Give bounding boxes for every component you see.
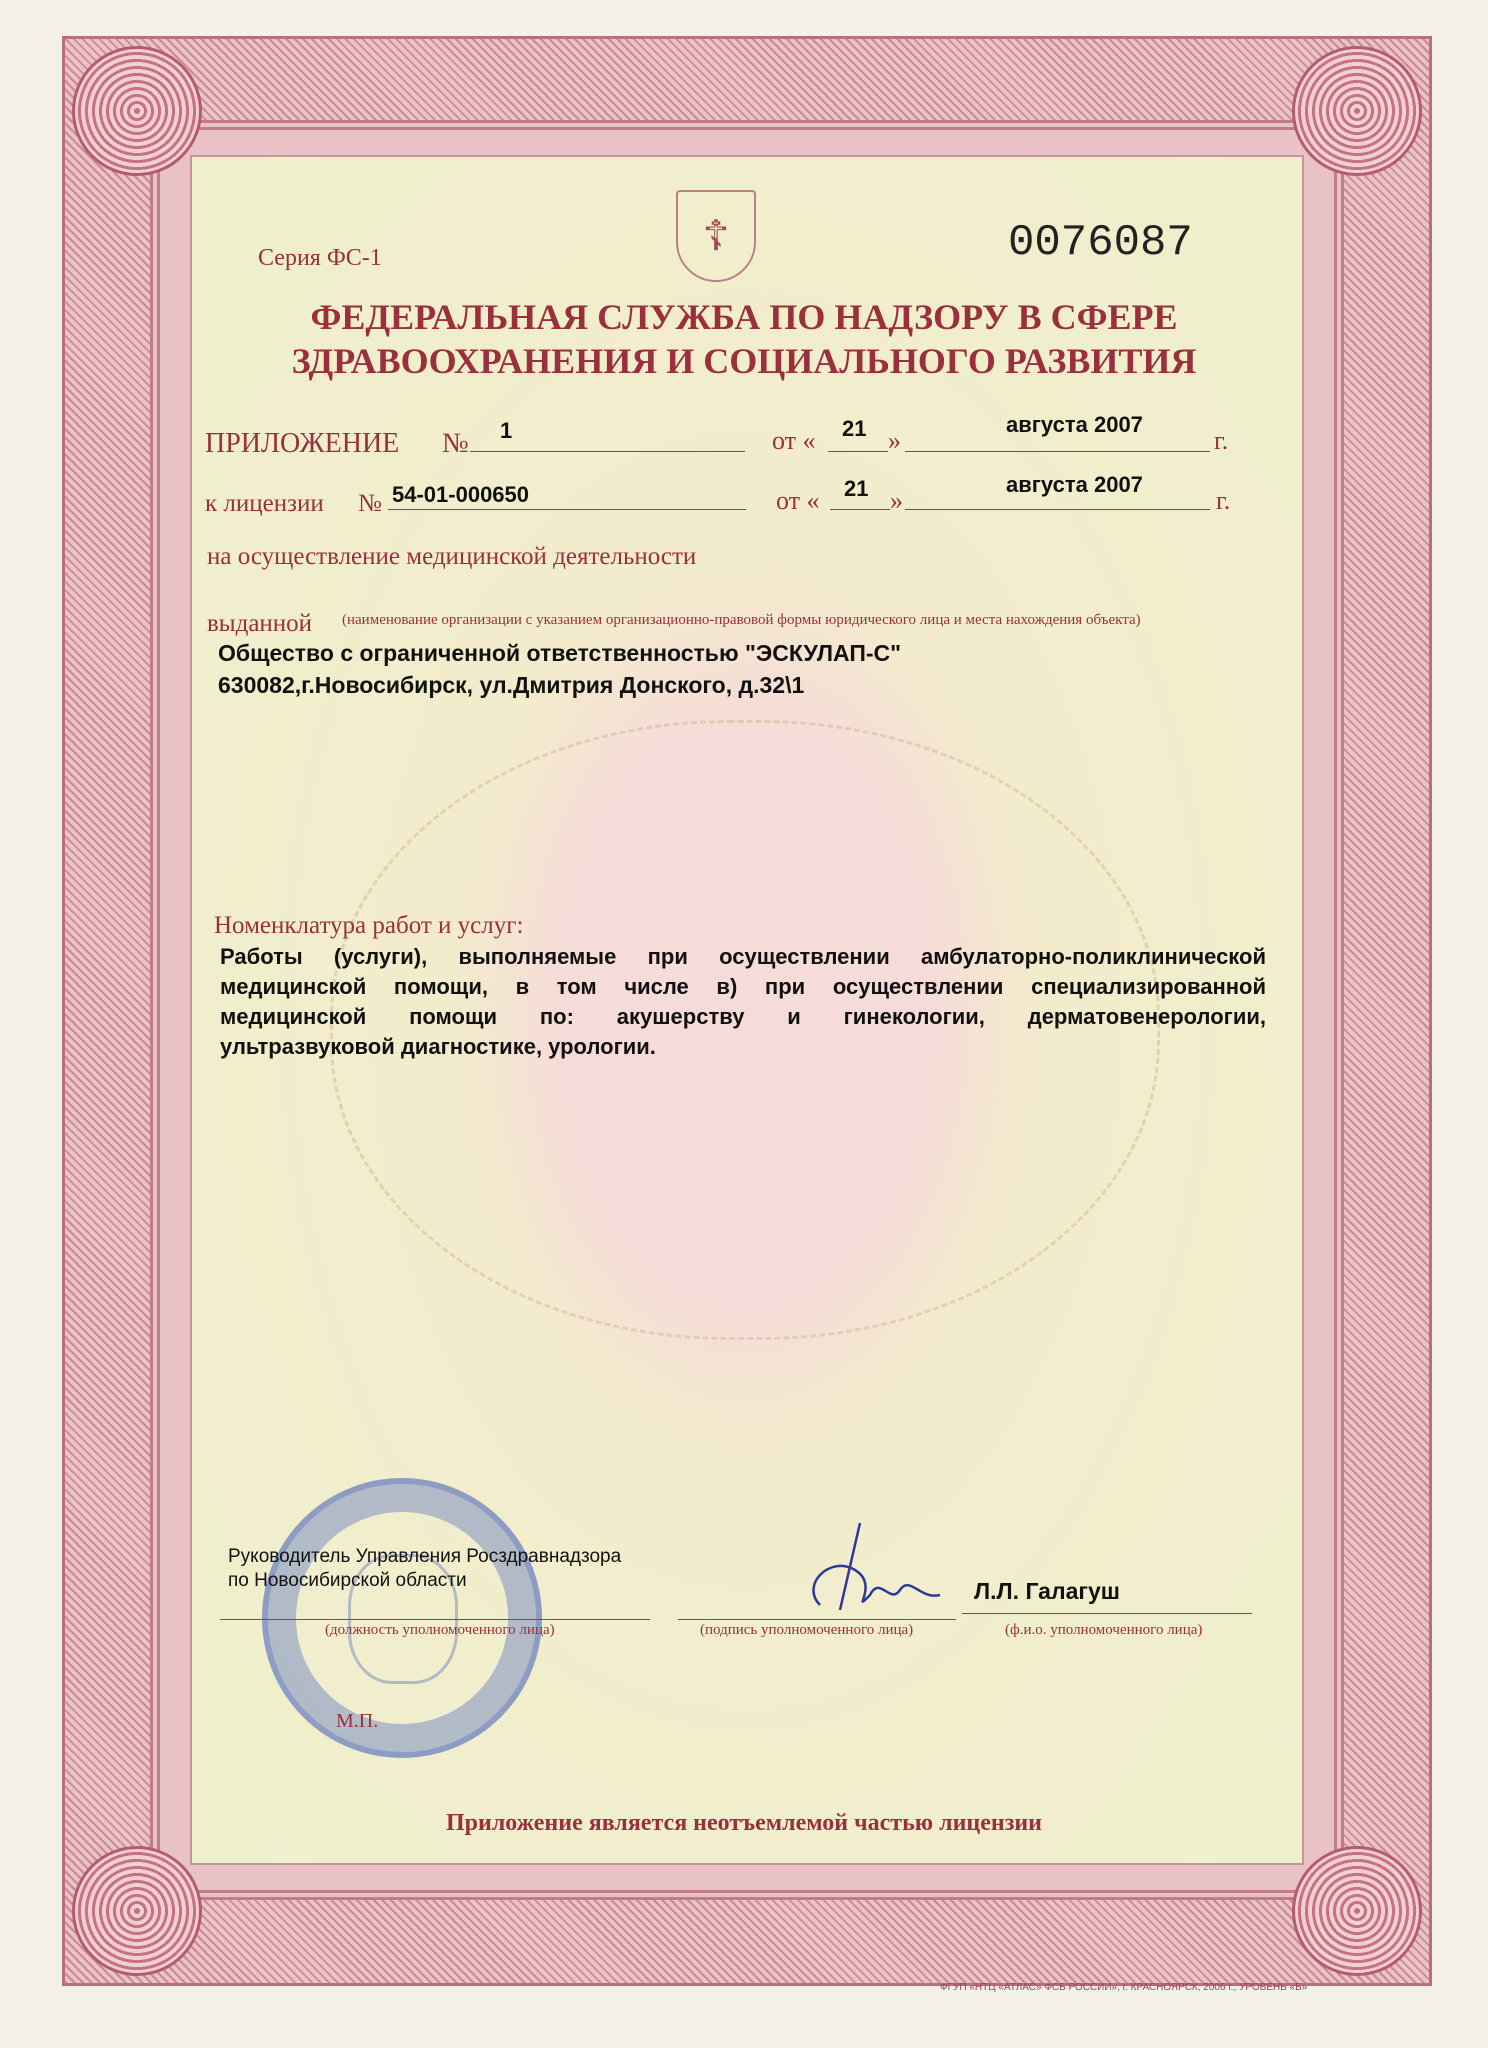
signer-position-1: Руководитель Управления Росздравнадзора: [228, 1546, 622, 1567]
organization-name: Общество с ограниченной ответственностью "ЭСКУЛАП-С": [218, 640, 902, 666]
activity-type: на осуществление медицинской деятельности: [207, 543, 697, 570]
year-suffix: г.: [1216, 486, 1231, 515]
license-day: 21: [844, 476, 869, 501]
license-number: 54-01-000650: [392, 482, 530, 507]
printer-info: ФГУП «НТЦ «АТЛАС» ФСБ РОССИИ», г. КРАСНОЯРСК, 2006 г., УРОВЕНЬ «Б»: [940, 1982, 1308, 1993]
appendix-number: 1: [500, 418, 513, 443]
seal-place-label: М.П.: [336, 1710, 379, 1732]
issued-hint: (наименование организации с указанием организационно-правовой формы юридического лица и места нахождения объекта): [342, 612, 1141, 628]
nomenclature-label: Номенклатура работ и услуг:: [214, 912, 524, 939]
title-line-2: ЗДРАВООХРАНЕНИЯ И СОЦИАЛЬНОГО РАЗВИТИЯ: [291, 341, 1197, 381]
title-line-1: ФЕДЕРАЛЬНАЯ СЛУЖБА ПО НАДЗОРУ В СФЕРЕ: [310, 297, 1178, 337]
corner-rosette: [1292, 1846, 1422, 1976]
footer-note: Приложение является неотъемлемой частью лицензии: [445, 1810, 1043, 1836]
position-hint: (должность уполномоченного лица): [325, 1622, 555, 1638]
license-date: августа 2007: [1006, 472, 1143, 497]
license-label: к лицензии: [205, 490, 324, 517]
signer-name: Л.Л. Галагуш: [974, 1578, 1120, 1604]
year-suffix: г.: [1214, 426, 1229, 455]
organization-address: 630082,г.Новосибирск, ул.Дмитрия Донского, д.32\1: [218, 672, 805, 698]
signer-position-2: по Новосибирской области: [228, 1570, 467, 1591]
appendix-day: 21: [842, 416, 867, 441]
series-label: Серия ФС-1: [258, 245, 382, 271]
close-quote: »: [888, 426, 901, 455]
appendix-label: ПРИЛОЖЕНИЕ: [205, 428, 400, 459]
nomenclature-text: Работы (услуги), выполняемые при осуществлении амбулаторно-поликлинической медицинской помощи, в том числе в) при осуществлении специализированной медицинской помощи по: акушерству и гинекологии, дерматовенерологии, ультразвуковой диагностике, урологии.: [220, 944, 1266, 1059]
corner-rosette: [1292, 46, 1422, 176]
corner-rosette: [72, 46, 202, 176]
close-quote: »: [890, 486, 903, 515]
signature-hint: (подпись уполномоченного лица): [700, 1622, 914, 1638]
appendix-date: августа 2007: [1006, 412, 1143, 437]
from-label: от «: [772, 426, 816, 455]
issued-label: выданной: [207, 610, 313, 637]
corner-rosette: [72, 1846, 202, 1976]
from-label: от «: [776, 486, 820, 515]
name-hint: (ф.и.о. уполномоченного лица): [1005, 1622, 1203, 1638]
form-number: 0076087: [1008, 218, 1193, 268]
number-sign: №: [442, 428, 469, 459]
coat-of-arms-icon: ☦: [676, 190, 756, 282]
number-sign: №: [358, 490, 382, 517]
